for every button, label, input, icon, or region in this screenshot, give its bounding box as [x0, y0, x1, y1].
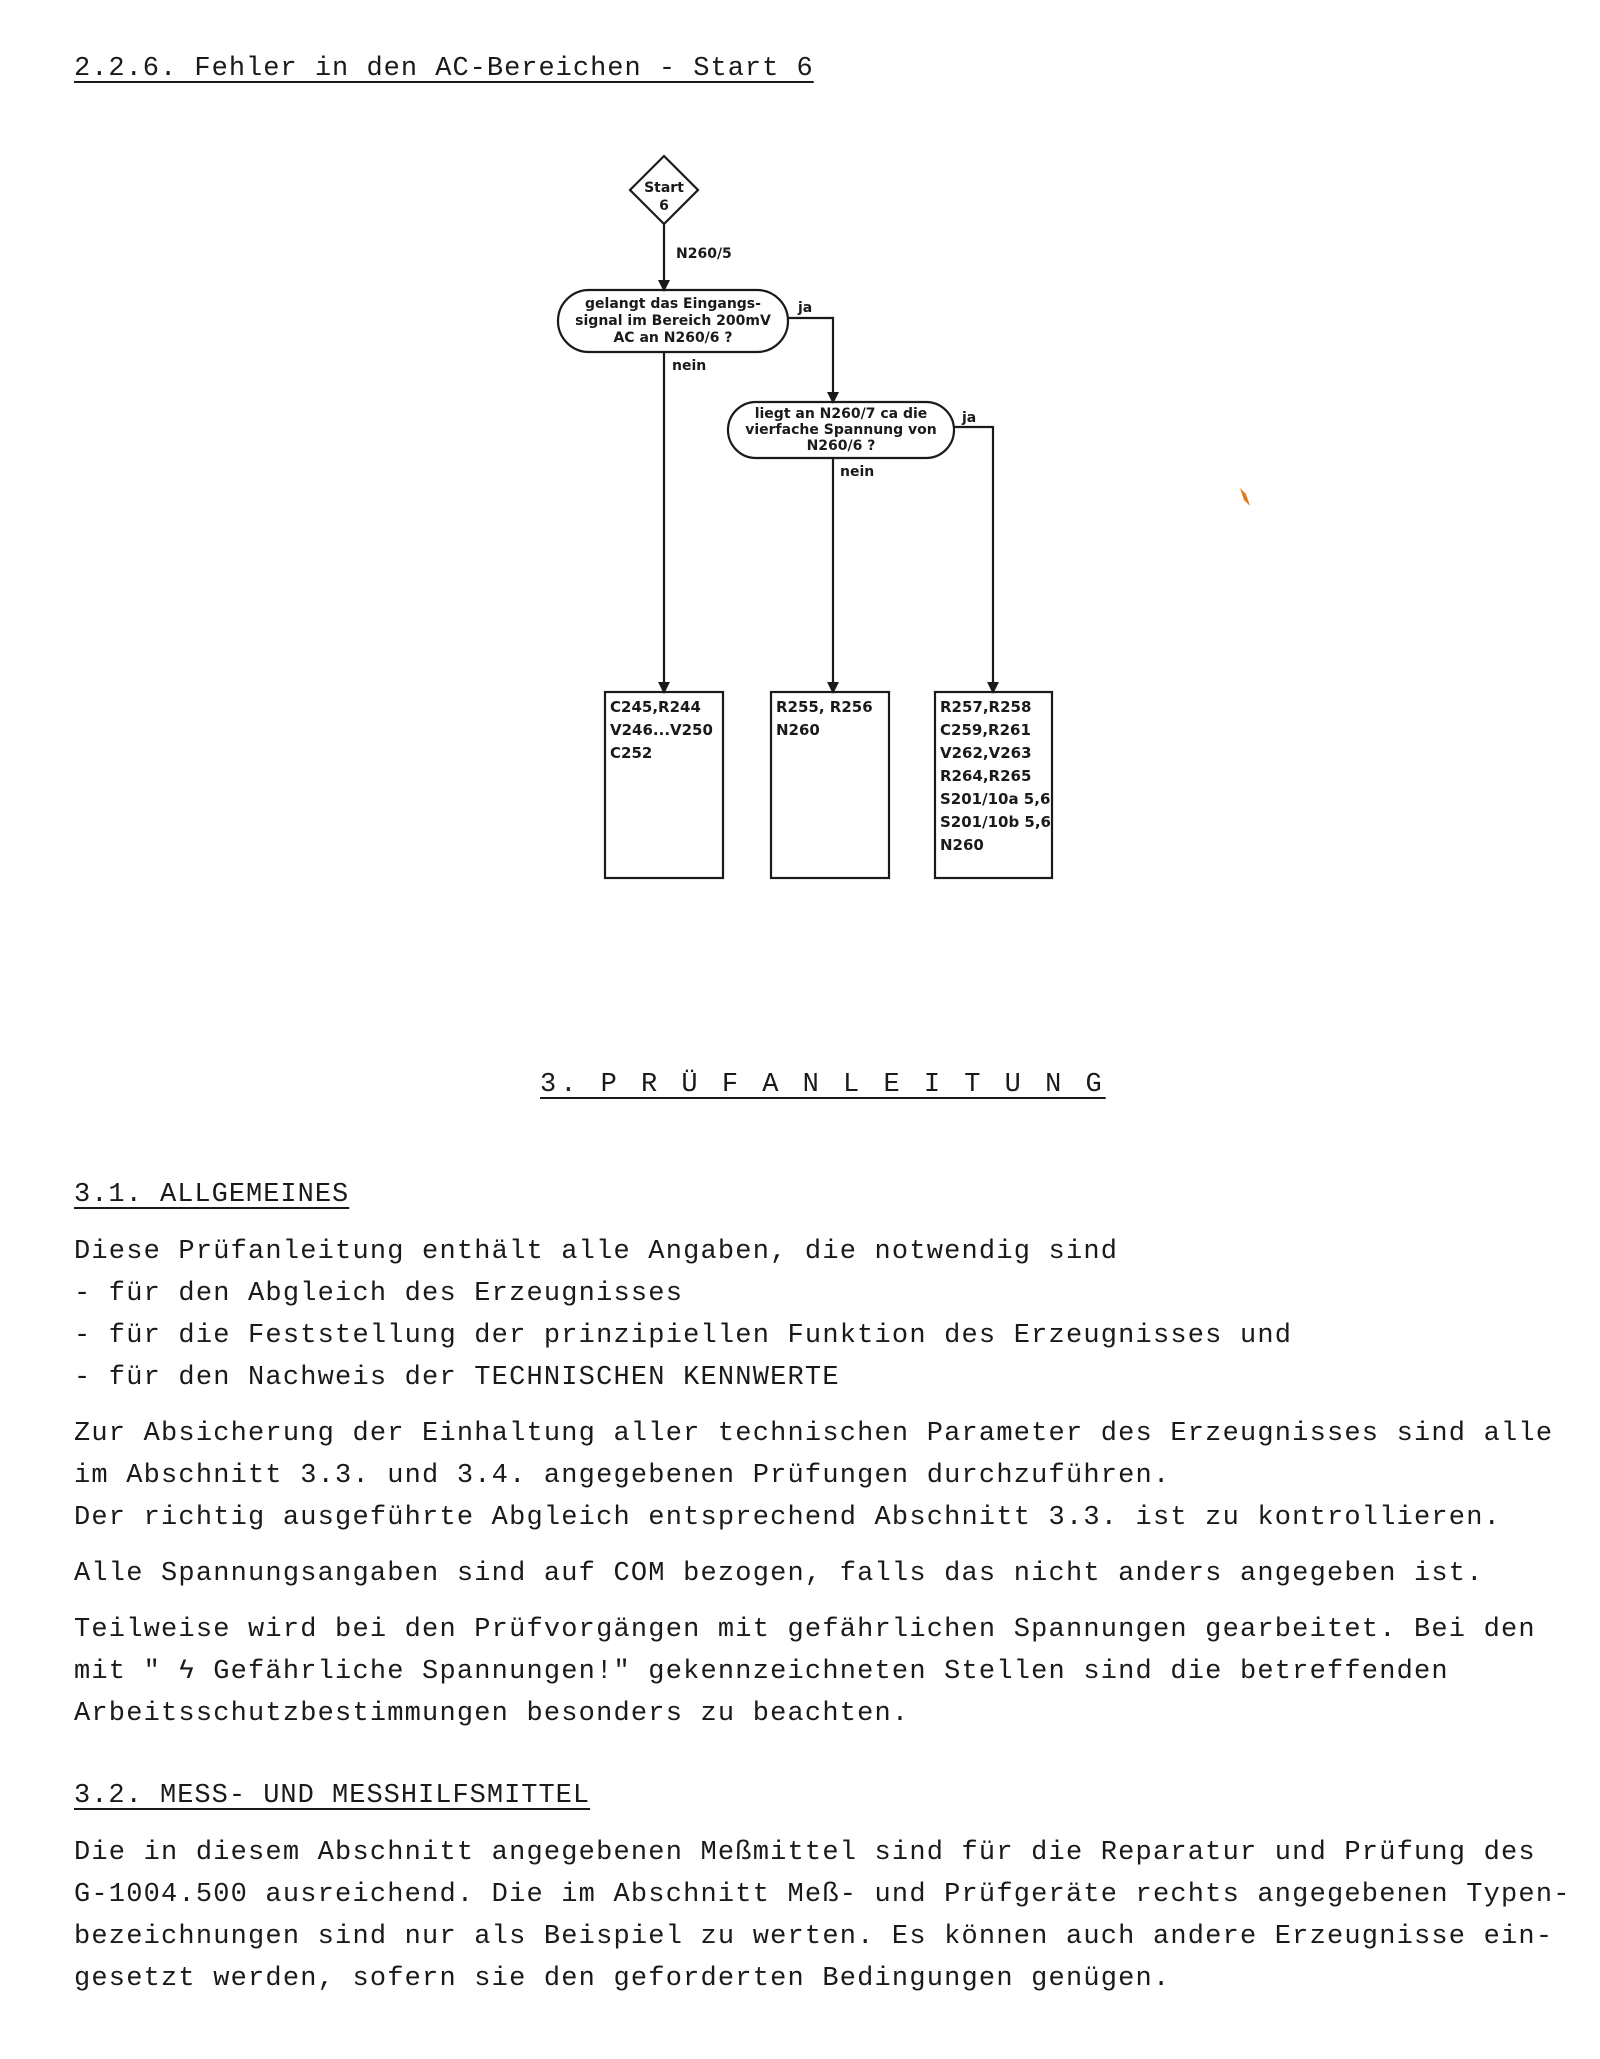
box3-line4: R264,R265 — [940, 767, 1032, 785]
decision2-line1: liegt an N260/7 ca die — [754, 406, 928, 422]
section-32-line4: gesetzt werden, sofern sie den geforderten Bedingungen genügen. — [74, 1964, 1171, 1994]
connector-decision1-yes — [788, 318, 833, 402]
box3-line5: S201/10a 5,6 — [940, 790, 1051, 808]
section-31-bullet-3: - für den Nachweis der TECHNISCHEN KENNWERTE — [74, 1363, 840, 1393]
section-31-bullet-2: - für die Feststellung der prinzipiellen Funktion des Erzeugnisses und — [74, 1321, 1293, 1351]
decision2-line2: vierfache Spannung von — [745, 422, 937, 438]
box3-line7: N260 — [940, 836, 984, 854]
box3-line3: V262,V263 — [940, 744, 1032, 762]
section-31-para3-line2: mit " ϟ Gefährliche Spannungen!" gekennzeichneten Stellen sind die betreffenden — [74, 1657, 1449, 1687]
result-box-2 — [771, 692, 889, 878]
section-32-line3: bezeichnungen sind nur als Beispiel zu werten. Es können auch andere Erzeugnisse ein- — [74, 1922, 1554, 1952]
decision1-line2: signal im Bereich 200mV — [575, 313, 771, 329]
flowchart — [0, 0, 1600, 900]
section-31-para1-line2: im Abschnitt 3.3. und 3.4. angegebenen Prüfungen durchzuführen. — [74, 1461, 1171, 1491]
section-32-line2: G-1004.500 ausreichend. Die im Abschnitt Meß- und Prüfgeräte rechts angegebenen Typen- — [74, 1880, 1571, 1910]
section-31-para1-line1: Zur Absicherung der Einhaltung aller technischen Parameter des Erzeugnisses sind alle — [74, 1419, 1554, 1449]
section-3-heading: 3. P R Ü F A N L E I T U N G — [540, 1070, 1106, 1100]
section-32-heading: 3.2. MESS- UND MESSHILFSMITTEL — [74, 1781, 591, 1811]
decision1-no-label: nein — [672, 358, 707, 374]
section-226-heading: 2.2.6. Fehler in den AC-Bereichen - Start 6 — [74, 54, 814, 84]
decision2-no-label: nein — [840, 464, 875, 480]
section-32-line1: Die in diesem Abschnitt angegebenen Meßmittel sind für die Reparatur und Prüfung des — [74, 1838, 1536, 1868]
section-31-bullet-1: - für den Abgleich des Erzeugnisses — [74, 1279, 684, 1309]
section-31-heading: 3.1. ALLGEMEINES — [74, 1180, 350, 1210]
section-31-para3-line3: Arbeitsschutzbestimmungen besonders zu beachten. — [74, 1699, 910, 1729]
decision1-line3: AC an N260/6 ? — [613, 330, 733, 346]
connector-decision2-yes — [954, 427, 993, 692]
section-31-para2: Alle Spannungsangaben sind auf COM bezogen, falls das nicht anders angegeben ist. — [74, 1559, 1484, 1589]
decision1-yes-label: ja — [798, 300, 813, 316]
box2-line2: N260 — [776, 721, 820, 739]
box2-line1: R255, R256 — [776, 698, 873, 716]
orange-speck-mark — [1240, 488, 1250, 506]
box3-line1: R257,R258 — [940, 698, 1032, 716]
result-box-1 — [605, 692, 723, 878]
section-31-para3-line1: Teilweise wird bei den Prüfvorgängen mit gefährlichen Spannungen gearbeitet. Bei den — [74, 1615, 1536, 1645]
box1-line2: V246...V250 — [610, 721, 713, 739]
box1-line3: C252 — [610, 744, 653, 762]
box1-line1: C245,R244 — [610, 698, 701, 716]
decision2-yes-label: ja — [962, 410, 977, 426]
decision2-line3: N260/6 ? — [806, 438, 876, 454]
decision1-line1: gelangt das Eingangs- — [585, 296, 761, 312]
box3-line2: C259,R261 — [940, 721, 1031, 739]
box3-line6: S201/10b 5,6 — [940, 813, 1051, 831]
section-31-para1-line3: Der richtig ausgeführte Abgleich entsprechend Abschnitt 3.3. ist zu kontrollieren. — [74, 1503, 1502, 1533]
start-label-line2: 6 — [659, 198, 669, 214]
section-31-intro: Diese Prüfanleitung enthält alle Angaben, die notwendig sind — [74, 1237, 1119, 1267]
edge-label-n260-5: N260/5 — [676, 246, 732, 262]
start-label-line1: Start — [644, 180, 684, 196]
